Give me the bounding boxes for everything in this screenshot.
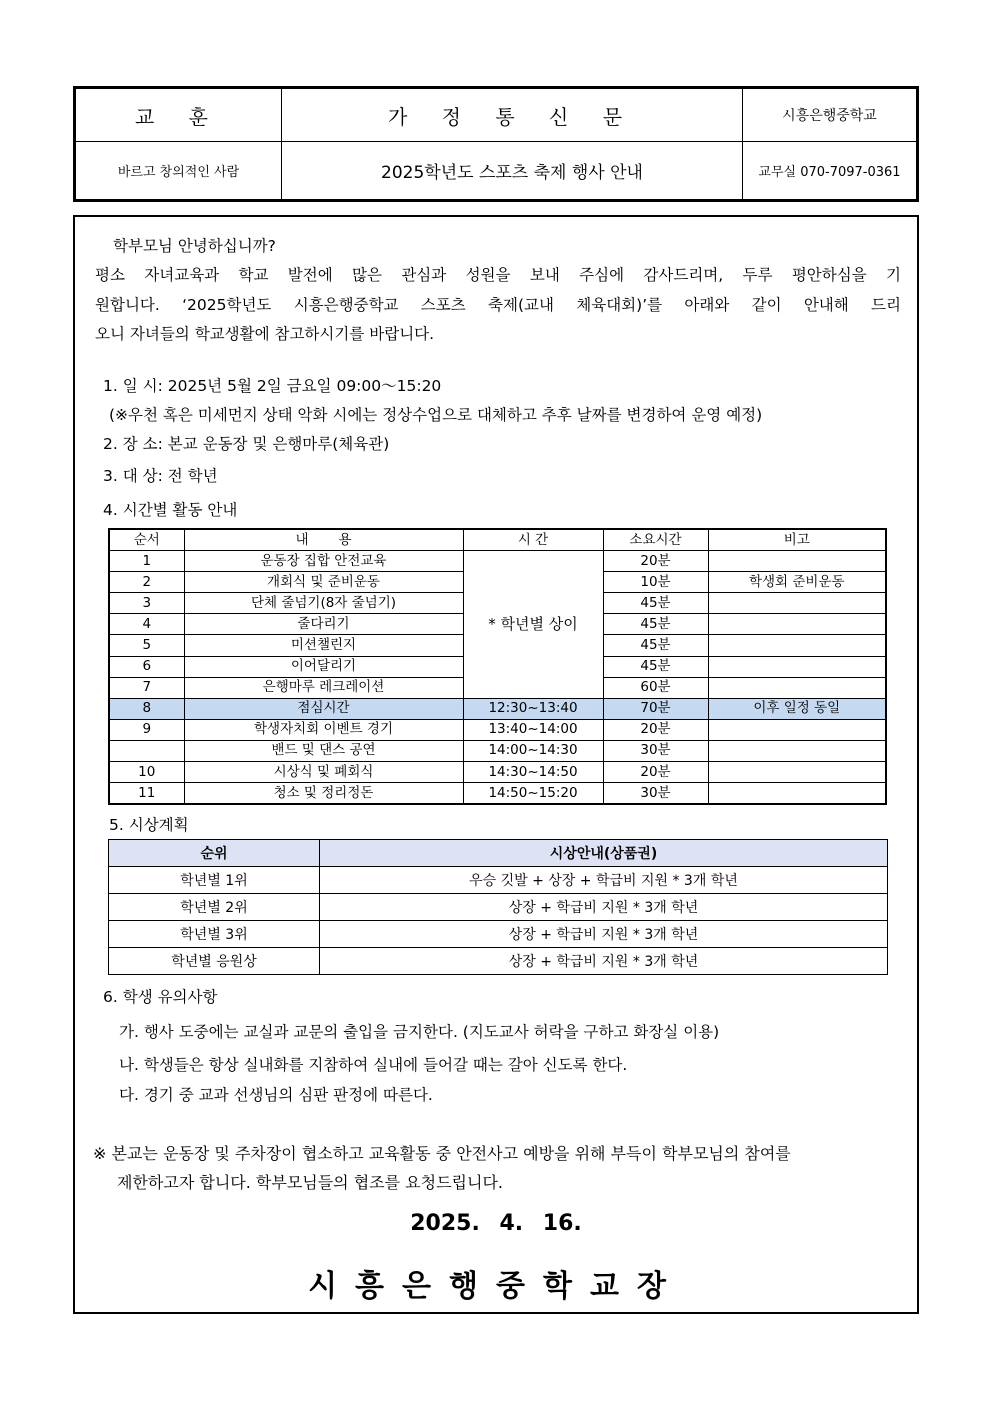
schedule-time: 14:30~14:50 xyxy=(463,762,603,783)
greeting: 학부모님 안녕하십니까? xyxy=(113,237,276,255)
schedule-note xyxy=(708,635,886,656)
schedule-content: 개회식 및 준비운동 xyxy=(184,572,463,593)
schedule-row xyxy=(109,719,886,740)
schedule-no: 2 xyxy=(109,572,184,593)
schedule-title: 4. 시간별 활동 안내 xyxy=(103,501,238,519)
schedule-duration: 45분 xyxy=(603,593,708,614)
schedule-note xyxy=(708,783,886,805)
award-row xyxy=(109,867,888,894)
schedule-content: 밴드 및 댄스 공연 xyxy=(184,740,463,761)
award-prize: 상장 + 학급비 지원 * 3개 학년 xyxy=(320,894,888,921)
motto-label: 교 훈 xyxy=(76,89,282,142)
award-rank: 학년별 응원상 xyxy=(109,948,320,975)
award-prize: 우승 깃발 + 상장 + 학급비 지원 * 3개 학년 xyxy=(320,867,888,894)
schedule-note: 이후 일정 동일 xyxy=(708,698,886,719)
award-header-rank: 순위 xyxy=(109,840,320,867)
schedule-no: 11 xyxy=(109,783,184,805)
schedule-content: 점심시간 xyxy=(184,698,463,719)
page-title: 가 정 통 신 문 xyxy=(282,89,743,142)
school-name: 시흥은행중학교 xyxy=(743,89,917,142)
schedule-note xyxy=(708,593,886,614)
schedule-content: 청소 및 정리정돈 xyxy=(184,783,463,805)
award-table xyxy=(108,839,888,975)
rule-c: 다. 경기 중 교과 선생님의 심판 판정에 따른다. xyxy=(119,1086,433,1104)
letter-body xyxy=(73,215,919,1314)
rule-b: 나. 학생들은 항상 실내화를 지참하여 실내에 들어갈 때는 갈아 신도록 한다. xyxy=(119,1056,628,1074)
schedule-content: 미션챌린지 xyxy=(184,635,463,656)
schedule-time: 12:30~13:40 xyxy=(463,698,603,719)
schedule-row xyxy=(109,762,886,783)
award-prize: 상장 + 학급비 지원 * 3개 학년 xyxy=(320,948,888,975)
contact-number: 교무실 070-7097-0361 xyxy=(743,142,917,200)
schedule-note xyxy=(708,551,886,572)
schedule-header-row xyxy=(109,529,886,551)
schedule-row xyxy=(109,551,886,572)
schedule-content: 이어달리기 xyxy=(184,656,463,677)
header-box xyxy=(73,86,919,202)
schedule-duration: 30분 xyxy=(603,783,708,805)
intro-line-3: 오니 자녀들의 학교생활에 참고하시기를 바랍니다. xyxy=(95,325,435,343)
schedule-no: 3 xyxy=(109,593,184,614)
schedule-duration: 45분 xyxy=(603,656,708,677)
schedule-no: 4 xyxy=(109,614,184,635)
schedule-row xyxy=(109,740,886,761)
award-row xyxy=(109,894,888,921)
schedule-note xyxy=(708,656,886,677)
schedule-content: 줄다리기 xyxy=(184,614,463,635)
schedule-duration: 70분 xyxy=(603,698,708,719)
schedule-duration: 20분 xyxy=(603,719,708,740)
schedule-duration: 30분 xyxy=(603,740,708,761)
schedule-note xyxy=(708,740,886,761)
schedule-no: 1 xyxy=(109,551,184,572)
award-title: 5. 시상계획 xyxy=(109,816,189,834)
schedule-time: 14:50~15:20 xyxy=(463,783,603,805)
schedule-note xyxy=(708,719,886,740)
schedule-note: 학생회 준비운동 xyxy=(708,572,886,593)
item-target: 3. 대 상: 전 학년 xyxy=(103,467,218,485)
issue-date: 2025. 4. 16. xyxy=(410,1211,582,1236)
principal-signature: 시흥은행중학교장 xyxy=(308,1269,684,1304)
rules-title: 6. 학생 유의사항 xyxy=(103,988,218,1006)
schedule-note xyxy=(708,762,886,783)
schedule-no: 9 xyxy=(109,719,184,740)
notice-line-1: ※ 본교는 운동장 및 주차장이 협소하고 교육활동 중 안전사고 예방을 위해 부득이 학부모님의 참여를 xyxy=(93,1144,791,1163)
award-header-prize: 시상안내(상품권) xyxy=(320,840,888,867)
schedule-content: 운동장 집합 안전교육 xyxy=(184,551,463,572)
intro-line-2: 원합니다. ‘2025학년도 시흥은행중학교 스포츠 축제(교내 체육대회)’를 아래와 같이 안내해 드리 xyxy=(95,296,901,314)
schedule-table xyxy=(108,528,887,805)
schedule-duration: 45분 xyxy=(603,614,708,635)
schedule-time: 14:00~14:30 xyxy=(463,740,603,761)
schedule-row xyxy=(109,783,886,805)
schedule-no: 8 xyxy=(109,698,184,719)
schedule-content: 시상식 및 폐회식 xyxy=(184,762,463,783)
schedule-no: 7 xyxy=(109,677,184,698)
schedule-row-highlight xyxy=(109,698,886,719)
schedule-duration: 20분 xyxy=(603,762,708,783)
schedule-no xyxy=(109,740,184,761)
schedule-duration: 45분 xyxy=(603,635,708,656)
notice-line-2: 제한하고자 합니다. 학부모님들의 협조를 요청드립니다. xyxy=(117,1173,504,1192)
header-table xyxy=(75,88,917,200)
schedule-merged-time: * 학년별 상이 xyxy=(463,551,603,699)
rule-a: 가. 행사 도중에는 교실과 교문의 출입을 금지한다. (지도교사 허락을 구하고 화장실 이용) xyxy=(119,1023,720,1041)
schedule-no: 10 xyxy=(109,762,184,783)
award-rank: 학년별 1위 xyxy=(109,867,320,894)
schedule-content: 은행마루 레크레이션 xyxy=(184,677,463,698)
award-row xyxy=(109,948,888,975)
item-date: 1. 일 시: 2025년 5월 2일 금요일 09:00～15:20 xyxy=(103,377,442,395)
award-prize: 상장 + 학급비 지원 * 3개 학년 xyxy=(320,921,888,948)
award-rank: 학년별 2위 xyxy=(109,894,320,921)
schedule-note xyxy=(708,614,886,635)
school-motto: 바르고 창의적인 사람 xyxy=(76,142,282,200)
item-date-note: (※우천 혹은 미세먼지 상태 악화 시에는 정상수업으로 대체하고 추후 날짜를 변경하여 운영 예정) xyxy=(109,406,763,424)
schedule-duration: 20분 xyxy=(603,551,708,572)
schedule-note xyxy=(708,677,886,698)
award-rank: 학년별 3위 xyxy=(109,921,320,948)
schedule-duration: 60분 xyxy=(603,677,708,698)
schedule-time: 13:40~14:00 xyxy=(463,719,603,740)
schedule-header-no: 순서 xyxy=(109,529,184,551)
schedule-header-time: 시 간 xyxy=(463,529,603,551)
schedule-content: 학생자치회 이벤트 경기 xyxy=(184,719,463,740)
award-row xyxy=(109,921,888,948)
schedule-no: 6 xyxy=(109,656,184,677)
schedule-no: 5 xyxy=(109,635,184,656)
item-place: 2. 장 소: 본교 운동장 및 은행마루(체육관) xyxy=(103,435,390,453)
schedule-duration: 10분 xyxy=(603,572,708,593)
intro-line-1: 평소 자녀교육과 학교 발전에 많은 관심과 성원을 보내 주심에 감사드리며, 두루 평안하심을 기 xyxy=(95,266,901,284)
schedule-header-content: 내 용 xyxy=(184,529,463,551)
subject-title: 2025학년도 스포츠 축제 행사 안내 xyxy=(282,142,743,200)
schedule-header-note: 비고 xyxy=(708,529,886,551)
schedule-header-duration: 소요시간 xyxy=(603,529,708,551)
award-header-row xyxy=(109,840,888,867)
schedule-content: 단체 줄넘기(8자 줄넘기) xyxy=(184,593,463,614)
